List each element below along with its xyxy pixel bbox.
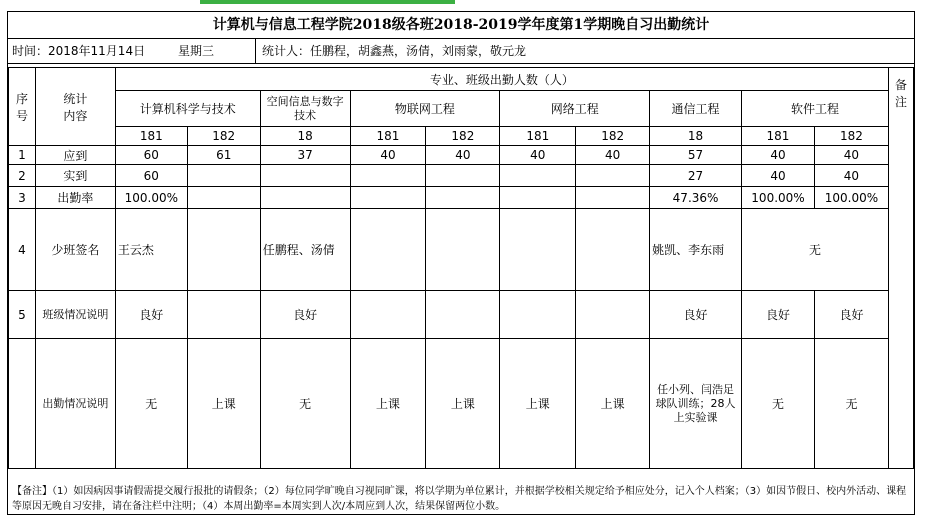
row-label: 班级情况说明: [35, 291, 115, 339]
data-cell: 27: [650, 165, 742, 187]
data-cell: 上课: [187, 339, 260, 469]
data-cell: 40: [350, 146, 426, 165]
data-cell: 良好: [260, 291, 350, 339]
data-cell: [576, 291, 650, 339]
class-cell: 18: [650, 127, 742, 146]
data-cell: 上课: [500, 339, 576, 469]
data-cell: 良好: [814, 291, 888, 339]
row-label: 少班签名: [35, 209, 115, 291]
row-label: 出勤率: [35, 187, 115, 209]
table-row: [9, 291, 914, 339]
data-cell: [187, 165, 260, 187]
row-seq: 3: [9, 187, 36, 209]
data-cell: [576, 209, 650, 291]
data-cell: [350, 209, 426, 291]
row-label: 应到: [35, 146, 115, 165]
row-label: 实到: [35, 165, 115, 187]
data-cell: 100.00%: [742, 187, 815, 209]
row-seq: 2: [9, 165, 36, 187]
data-cell: [187, 187, 260, 209]
data-cell: [350, 165, 426, 187]
data-cell: 47.36%: [650, 187, 742, 209]
class-cell: 181: [742, 127, 815, 146]
header-group: 专业、班级出勤人数（人）: [115, 68, 888, 91]
class-cell: 182: [814, 127, 888, 146]
data-cell: [350, 187, 426, 209]
data-cell: 无: [742, 209, 889, 291]
data-cell: 上课: [576, 339, 650, 469]
data-cell: 61: [187, 146, 260, 165]
footnote: 【备注】（1）如因病因事请假需提交履行报批的请假条；（2）每位同学旷晚自习视同旷课，将以学期为单位累计，并根据学校相关规定给予相应处分，记入个人档案；（3）如因节假日、校内外活动、课程等原因无晚自习安排，请在备注栏中注明；（4）本周出勤率=本周实到人次/本周应到人次，结果保留两位小数。: [12, 486, 907, 512]
data-cell: 王云杰: [115, 209, 187, 291]
class-cell: 181: [500, 127, 576, 146]
class-cell: 182: [426, 127, 500, 146]
data-cell: [260, 187, 350, 209]
major-software: 软件工程: [742, 91, 889, 127]
table-row: [9, 187, 914, 209]
data-cell: [500, 165, 576, 187]
info-row: [8, 39, 914, 64]
major-cs: 计算机科学与技术: [115, 91, 260, 127]
data-cell: [500, 291, 576, 339]
data-cell: 40: [814, 146, 888, 165]
info-weekday: 星期三: [178, 44, 215, 58]
table-row: [9, 165, 914, 187]
data-cell: 40: [426, 146, 500, 165]
data-cell: 良好: [742, 291, 815, 339]
attendance-table: [8, 67, 914, 469]
data-cell: 40: [742, 146, 815, 165]
data-cell: 无: [814, 339, 888, 469]
data-cell: [187, 291, 260, 339]
class-cell: 182: [187, 127, 260, 146]
data-cell: [426, 187, 500, 209]
data-cell: 40: [576, 146, 650, 165]
row-seq: 5: [9, 291, 36, 339]
row-seq: 1: [9, 146, 36, 165]
data-cell: 100.00%: [814, 187, 888, 209]
data-cell: 37: [260, 146, 350, 165]
info-stat-people: 统计人：任鹏程，胡鑫燕，汤倩，刘雨蒙，敬元龙: [262, 44, 527, 58]
data-cell: 上课: [350, 339, 426, 469]
class-cell: 181: [350, 127, 426, 146]
data-cell: 无: [260, 339, 350, 469]
data-cell: [426, 165, 500, 187]
data-cell: 任鹏程、汤倩: [260, 209, 350, 291]
row-label: 出勤情况说明: [35, 339, 115, 469]
data-cell: [426, 209, 500, 291]
table-row: [9, 209, 914, 291]
info-time: 时间：2018年11月14日: [12, 44, 146, 58]
data-cell: [500, 187, 576, 209]
row-seq: 4: [9, 209, 36, 291]
header-content: 统计 内容: [35, 68, 115, 146]
data-cell: 57: [650, 146, 742, 165]
sheet-title: 计算机与信息工程学院2018级各班2018-2019学年度第1学期晚自习出勤统计: [8, 12, 914, 39]
data-cell: [260, 165, 350, 187]
data-cell: [576, 187, 650, 209]
class-cell: 181: [115, 127, 187, 146]
data-cell: 100.00%: [115, 187, 187, 209]
major-iot: 物联网工程: [350, 91, 500, 127]
data-cell: 无: [742, 339, 815, 469]
data-cell: 40: [814, 165, 888, 187]
header-remark: 备注: [888, 68, 913, 469]
data-cell: 姚凯、李东雨: [650, 209, 742, 291]
data-cell: [576, 165, 650, 187]
major-network: 网络工程: [500, 91, 650, 127]
data-cell: 上课: [426, 339, 500, 469]
class-cell: 18: [260, 127, 350, 146]
data-cell: 良好: [650, 291, 742, 339]
data-cell: [187, 209, 260, 291]
header-seq: 序号: [9, 68, 36, 146]
info-divider: [255, 39, 256, 63]
data-cell: 40: [742, 165, 815, 187]
data-cell: [500, 209, 576, 291]
class-cell: 182: [576, 127, 650, 146]
data-cell: 40: [500, 146, 576, 165]
data-cell: 任小列、闫浩足球队训练；28人上实验课: [650, 339, 742, 469]
data-cell: 60: [115, 146, 187, 165]
data-cell: [426, 291, 500, 339]
row-seq: [9, 339, 36, 469]
table-row: [9, 339, 914, 469]
major-spatial: 空间信息与数字技术: [260, 91, 350, 127]
sheet-top-accent: [200, 0, 455, 4]
table-row: [9, 146, 914, 165]
data-cell: 60: [115, 165, 187, 187]
data-cell: [350, 291, 426, 339]
data-cell: 无: [115, 339, 187, 469]
data-cell: 良好: [115, 291, 187, 339]
major-comm: 通信工程: [650, 91, 742, 127]
attendance-sheet: [7, 11, 915, 515]
